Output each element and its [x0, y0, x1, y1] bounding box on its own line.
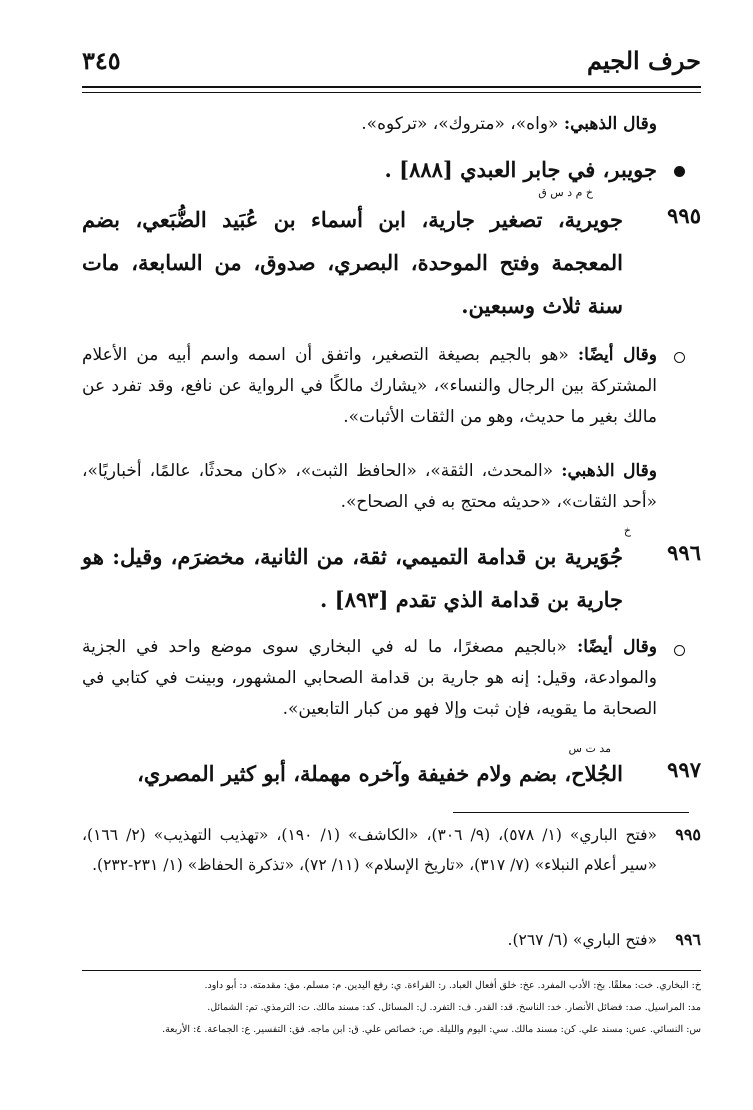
page-number: ٣٤٥ — [82, 46, 121, 75]
intro-line — [82, 109, 657, 140]
note-label: وقال أيضًا: — [576, 637, 658, 657]
footnote-995-number: ٩٩٥ — [675, 825, 701, 844]
entry-996-body: جُوَيرية بن قدامة التميمي، ثقة، من الثانية، مخضرَم، وقيل: هو جارية بن قدامة الذي تقدم [٨٩٣] . — [82, 544, 623, 612]
cross-reference: جويبر، في جابر العبدي [٨٨٨] . — [384, 157, 657, 182]
entry-995-number: ٩٩٥ — [667, 203, 701, 228]
intro-label: وقال الذهبي: — [563, 114, 657, 134]
note-label: وقال الذهبي: — [561, 461, 657, 481]
entry-995-note-2 — [82, 456, 657, 518]
entry-995-symbols: خ م د س ق — [538, 186, 593, 199]
note-text: «المحدث، الثقة»، «الحافظ الثبت»، «كان محدثًا، عالمًا، أخباريًا»، «أحد الثقات»، «حديثه محتج به في الصحاح». — [82, 461, 657, 512]
entry-996-number: ٩٩٦ — [667, 540, 701, 565]
page-header — [82, 38, 701, 78]
entry-995-note-1 — [82, 340, 657, 433]
entry-997-body: الجُلاح، بضم ولام خفيفة وآخره مهملة، أبو كثير المصري، — [137, 761, 623, 786]
running-title: حرف الجيم — [587, 46, 701, 75]
footnote-996-text: «فتح الباري» (٦/ ٢٦٧). — [507, 931, 657, 949]
note-circle-icon — [674, 645, 685, 656]
entry-996-symbols: خ — [623, 524, 631, 537]
legend-line-1: خ: البخاري. خت: معلقًا. بخ: الأدب المفرد. عخ: خلق أفعال العباد. ر: القراءة. ي: رفع اليدين. م: مسلم. مق: مقدمته. د: أبو داود. — [204, 980, 701, 991]
header-rule-thin — [82, 92, 701, 93]
footnote-996-number: ٩٩٦ — [675, 930, 701, 949]
header-rule-thick — [82, 86, 701, 88]
note-label: وقال أيضًا: — [577, 345, 658, 365]
entry-997-number: ٩٩٧ — [667, 757, 701, 782]
legend-line-3: س: النسائي. عس: مسند علي. كن: مسند مالك. سي: اليوم والليلة. ص: خصائص علي. ق: ابن ماجه. فق: التفسير. ع: الجماعة. ٤: الأربعة. — [162, 1024, 701, 1035]
note-text: «بالجيم مصغرًا، ما له في البخاري سوى موضع واحد في الجزية والموادعة، وقيل: إنه هو جارية بن قدامة الصحابي المشهور، وبينت في كتابي في الصحابة ما يقويه، فإن ثبت وإلا فهو من كبار التابعين». — [82, 637, 657, 719]
legend-line-2: مد: المراسيل. صد: فضائل الأنصار. خد: الناسخ. قد: القدر. ف: التفرد. ل: المسائل. كد: مسند مالك. ت: الترمذي. تم: الشمائل. — [207, 1002, 701, 1013]
footnote-995-text: «فتح الباري» (١/ ٥٧٨)، (٩/ ٣٠٦)، «الكاشف» (١/ ١٩٠)، «تهذيب التهذيب» (٢/ ١٦٦)، «سير أعلام النبلاء» (٧/ ٣١٧)، «تاريخ الإسلام» (١١/ ٧٢)، «تذكرة الحفاظ» (١/ ٢٣١-٢٣٢). — [82, 826, 658, 874]
legend-rule — [82, 970, 701, 971]
intro-text: «واه»، «متروك»، «تركوه». — [361, 114, 559, 134]
footnote-rule — [453, 812, 689, 813]
entry-997-symbols: مد ت س — [568, 742, 611, 755]
note-circle-icon — [674, 352, 685, 363]
entry-995-body: جويرية، تصغير جارية، ابن أسماء بن عُبَيد الضُّبَعي، بضم المعجمة وفتح الموحدة، البصري، صدوق، من السابعة، مات سنة ثلاث وسبعين. — [82, 207, 623, 318]
bullet-dot-icon — [674, 166, 685, 177]
entry-996-note-1 — [82, 632, 657, 725]
note-text: «هو بالجيم بصيغة التصغير، واتفق أن اسمه واسم أبيه من الأعلام المشتركة بين الرجال والنساء»، «يشارك مالكًا في الرواية عن نافع، وقد تفرد عن مالك بغير ما حديث، وهو من الثقات الأثبات». — [82, 345, 657, 427]
